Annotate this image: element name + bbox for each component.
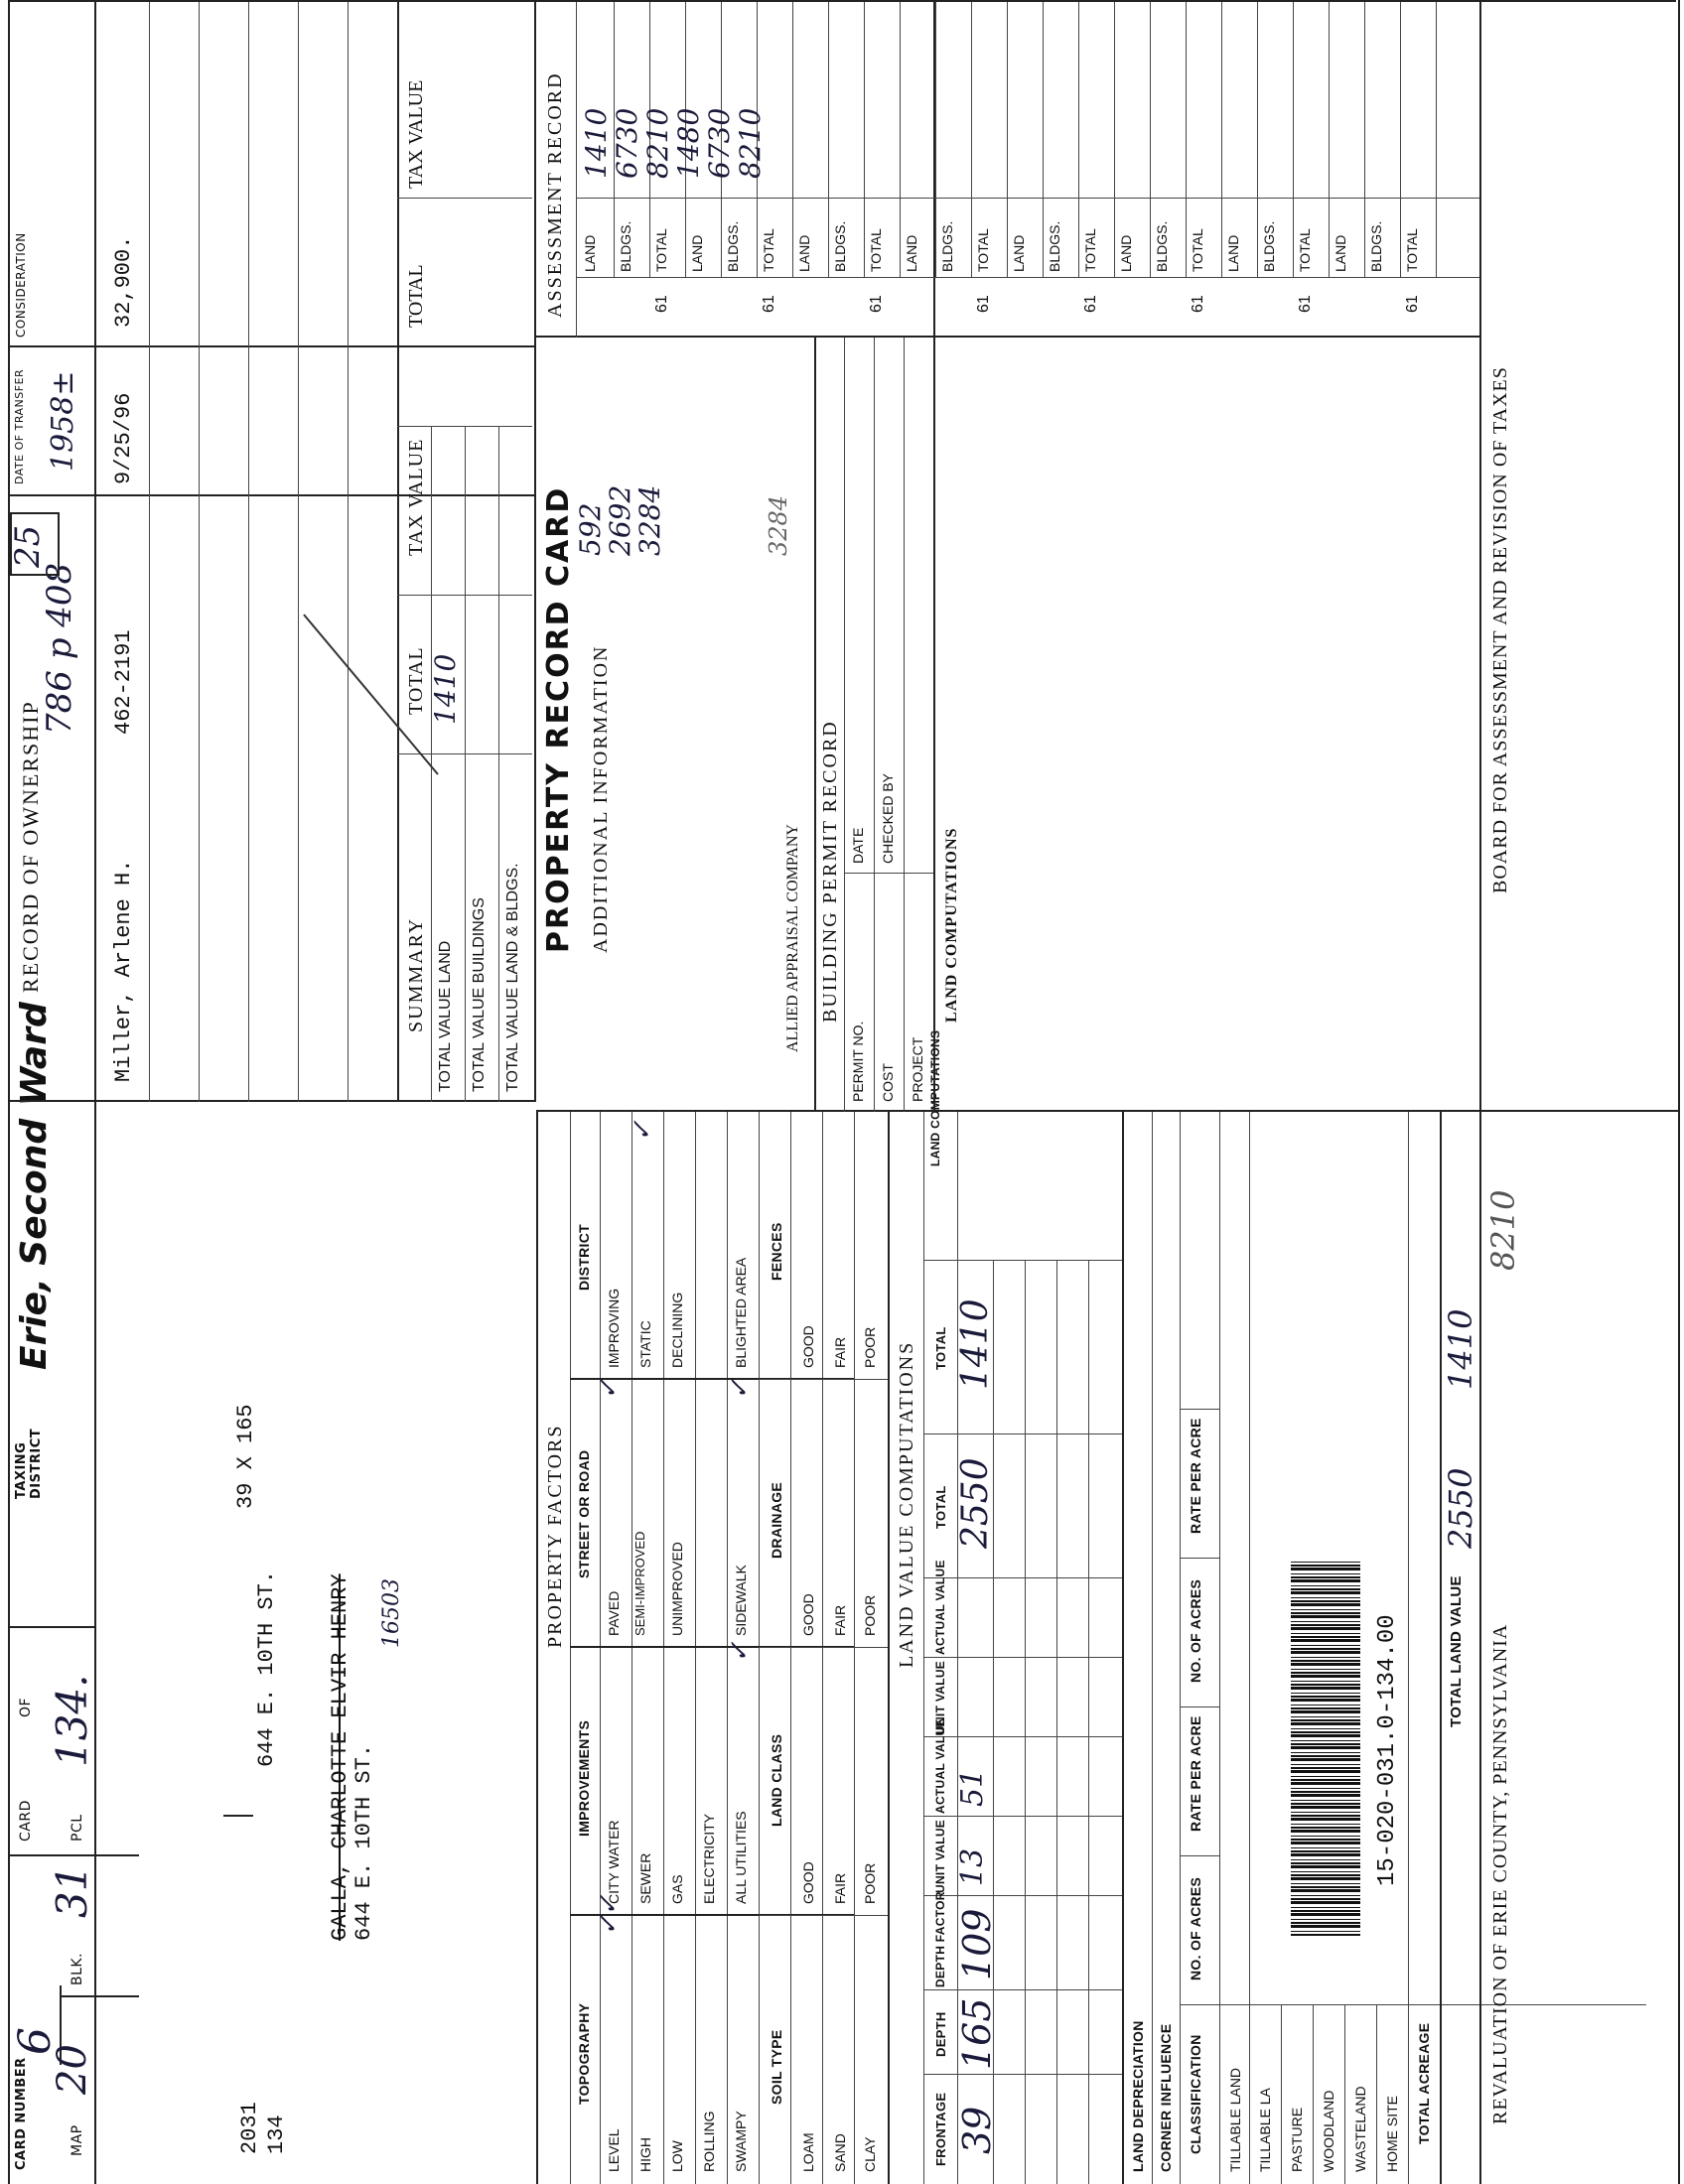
- street-semi-improved: SEMI-IMPROVED: [632, 1531, 647, 1636]
- topo-rolling: ROLLING: [701, 2111, 717, 2172]
- card-number-label: CARD NUMBER: [14, 2057, 29, 2170]
- assess-row-rule: [1043, 0, 1044, 278]
- permit-no-label: PERMIT NO.: [850, 1021, 866, 1102]
- pcl-label: PCL: [70, 1814, 85, 1842]
- ownership-deed-ref: 786 p 408: [40, 562, 79, 735]
- assess-label-total: TOTAL: [653, 228, 669, 272]
- assess-row-rule: [792, 0, 793, 278]
- permit-col: [844, 873, 933, 874]
- soil-col2: [759, 1647, 888, 1648]
- taxing-district-label: TAXING DISTRICT: [14, 1428, 44, 1499]
- assess-year: 61: [1190, 295, 1206, 313]
- classification-header: CLASSIFICATION: [1188, 2034, 1203, 2154]
- assess-right-values: [581, 108, 766, 179]
- assess-row-rule: [1114, 0, 1115, 278]
- ownership-name-2: Miller, Arlene H.: [111, 859, 136, 1082]
- district-improving: IMPROVING: [606, 1288, 622, 1368]
- assess-year: 61: [868, 295, 885, 313]
- ownership-deed-2: 462-2191: [111, 629, 136, 735]
- land-value-title: LAND VALUE COMPUTATIONS: [896, 1340, 917, 1668]
- lv-col6: [923, 1657, 1122, 1658]
- ac-col2: [1180, 1855, 1219, 1856]
- factors-top-rule: [536, 1112, 538, 2184]
- card-label: CARD: [18, 1800, 34, 1842]
- topo-low: LOW: [669, 2140, 685, 2172]
- class-tillable-2: TILLABLE LA: [1257, 2088, 1273, 2172]
- assess-row-rule: [1221, 0, 1222, 278]
- assess-label-land: LAND: [904, 234, 919, 272]
- district-header: DISTRICT: [576, 1224, 592, 1291]
- assess-label-total: TOTAL: [1190, 228, 1205, 272]
- lot-size: 39 X 165: [233, 1404, 258, 1509]
- assess-year: 61: [761, 295, 777, 313]
- ac-r7: [1344, 2005, 1345, 2184]
- code-line1: 2031: [237, 2102, 262, 2154]
- lv-r5: [1056, 1261, 1057, 2184]
- assess-label-land: LAND: [1011, 234, 1027, 272]
- card-number-value: 6: [10, 2027, 61, 2055]
- old-owner-struck: GALLA, CHARLOTTE ELVIR HENRY: [328, 1573, 352, 1941]
- rate-header-1: RATE PER ACRE: [1188, 1715, 1203, 1832]
- ac-col5: [1180, 1409, 1219, 1410]
- box-number: 25: [8, 524, 48, 568]
- map-label: MAP: [70, 2124, 85, 2156]
- lv-r4: [1025, 1261, 1026, 2184]
- assess-year-col: [582, 290, 1475, 330]
- summary-land-total: 1410: [429, 653, 462, 725]
- assess-row-rule: [1293, 0, 1294, 278]
- lv-unit-value-2: UNIT VALUE: [933, 1660, 947, 1734]
- assess-year: 61: [1082, 295, 1099, 313]
- assess-row-rule: [1436, 0, 1437, 278]
- ac-r4: [1249, 1112, 1250, 2184]
- assess-label-land: LAND: [1333, 234, 1348, 272]
- assess-land-2: 1480: [672, 107, 705, 179]
- assess-total-header: TOTAL: [405, 264, 427, 328]
- factors-title: PROPERTY FACTORS: [544, 1424, 566, 1648]
- code-line2: 134: [264, 2115, 289, 2154]
- total-land-value-2: 1410: [1442, 1308, 1479, 1390]
- property-address: 644 E. 10TH ST.: [254, 1570, 279, 1767]
- class-woodland: WOODLAND: [1321, 2090, 1336, 2172]
- soil-clay: CLAY: [862, 2136, 878, 2172]
- blk-label: BLK.: [70, 1952, 85, 1985]
- assess-year: 61: [1297, 295, 1314, 313]
- assess-row-rule: [864, 0, 865, 278]
- footer-handwritten: 8210: [1484, 1189, 1522, 1271]
- assess-col1: [576, 277, 1479, 278]
- ownership-consid-col: [8, 345, 534, 347]
- assess-label-bldgs: BLDGS.: [618, 220, 633, 272]
- header-rule: [94, 1102, 96, 2184]
- lv-actual-value-2: ACTUAL VALUE: [933, 1560, 947, 1655]
- fences-header: FENCES: [769, 1222, 784, 1281]
- summary-land-label: TOTAL VALUE LAND: [437, 940, 454, 1092]
- imp-sewer: SEWER: [637, 1852, 653, 1904]
- lv-unit-value: UNIT VALUE: [933, 1819, 947, 1893]
- class-tillable-1: TILLABLE LAND: [1227, 2067, 1243, 2172]
- factors-row3: [663, 1112, 664, 2184]
- street-sidewalk-check: ✓: [725, 1378, 755, 1400]
- factors-col4: [536, 1110, 1678, 1112]
- topo-swampy: SWAMPY: [733, 2111, 749, 2172]
- blk-value: 31: [48, 1864, 96, 1918]
- class-home-site: HOME SITE: [1384, 2095, 1400, 2172]
- lv-total-1: TOTAL: [933, 1485, 948, 1529]
- factors-row4: [695, 1112, 696, 2184]
- lv-col3: [923, 1895, 1122, 1896]
- permit-cost-label: COST: [880, 1063, 896, 1102]
- drainage-poor: POOR: [862, 1594, 878, 1636]
- assess-row-rule: [1007, 0, 1008, 278]
- district-static-check: ✓: [628, 1120, 657, 1142]
- assess-year: 61: [975, 295, 992, 313]
- factors-row8: [822, 1112, 823, 2184]
- total-land-value-1: 2550: [1442, 1467, 1479, 1549]
- sum-col3: [397, 426, 532, 427]
- permit-top-rule: [814, 338, 816, 1112]
- assess-label-land: LAND: [1118, 234, 1134, 272]
- sum-r3: [498, 427, 499, 1102]
- ownership-date-2: 9/25/96: [111, 392, 136, 484]
- assess-bldgs-1: 6730: [611, 107, 643, 179]
- lv-header-rule: [923, 1112, 924, 2184]
- ownership-left-border: [8, 1100, 534, 1102]
- lv-depth-factor-value: 109: [955, 1908, 999, 1980]
- assess-label-total: TOTAL: [1082, 228, 1098, 272]
- imp-city-water-check: ✓: [594, 1894, 624, 1916]
- total-land-value-label: TOTAL LAND VALUE: [1448, 1575, 1465, 1727]
- taxing-district-value: Erie, Second Ward: [14, 1002, 55, 1370]
- lv-unit-value-value: 13: [955, 1847, 990, 1886]
- assess-row-rule: [1329, 0, 1330, 278]
- ownership-title: RECORD OF OWNERSHIP: [18, 700, 43, 993]
- lv-col8: [923, 1433, 1122, 1434]
- ownership-date-1: 1958±: [46, 370, 80, 472]
- permit-date-label: DATE: [850, 827, 866, 864]
- assess-row-rule: [1078, 0, 1079, 278]
- lv-col9: [923, 1260, 1122, 1261]
- sum-col4: [397, 198, 532, 199]
- ac-r1: [1152, 1112, 1153, 2184]
- map-divider: [60, 1995, 139, 1997]
- class-total-acreage: TOTAL ACREAGE: [1416, 2022, 1432, 2144]
- drainage-fair: FAIR: [832, 1604, 848, 1636]
- land-class-header: LAND CLASS: [769, 1733, 784, 1827]
- summary-total-label: TOTAL VALUE LAND & BLDGS.: [504, 863, 521, 1092]
- assess-total-2: 8210: [734, 107, 767, 179]
- lv-actual-value: ACTUAL VALUE: [933, 1718, 947, 1814]
- lv-total1-value: 2550: [955, 1457, 996, 1549]
- class-wasteland: WASTELAND: [1352, 2086, 1368, 2172]
- summary-bldgs-label: TOTAL VALUE BUILDINGS: [471, 897, 488, 1092]
- topo-level-check: ✓: [594, 1914, 624, 1936]
- footer-right: BOARD FOR ASSESSMENT AND REVISION OF TAXES: [1489, 366, 1511, 893]
- assess-row-rule: [1150, 0, 1151, 278]
- street-unimproved: UNIMPROVED: [669, 1542, 685, 1636]
- soil-col1: [759, 1915, 888, 1916]
- permit-checked-label: CHECKED BY: [880, 772, 896, 864]
- landclass-fair: FAIR: [832, 1872, 848, 1904]
- lv-depth: DEPTH: [933, 2011, 948, 2057]
- blk-divider: [10, 1854, 139, 1856]
- assess-row-rule: [971, 0, 972, 278]
- land-depreciation: LAND DEPRECIATION: [1130, 2020, 1146, 2172]
- card-title: PROPERTY RECORD CARD: [541, 485, 576, 953]
- assess-row-rule: [1400, 0, 1401, 278]
- assess-row-rule: [1364, 0, 1365, 278]
- summary-total-header: TOTAL: [405, 646, 427, 715]
- lv-frontage-value: 39: [955, 2106, 999, 2154]
- assess-label-total: TOTAL: [761, 228, 776, 272]
- sum-r2: [465, 427, 466, 1102]
- lv-total2-value: 1410: [955, 1298, 996, 1390]
- bottom-border: [1678, 0, 1680, 2184]
- factors-row9: [854, 1112, 855, 2184]
- assess-year: 61: [653, 295, 670, 313]
- sum-col1: [397, 753, 532, 754]
- ac-r5: [1281, 2005, 1282, 2184]
- assess-label-bldgs: BLDGS.: [832, 220, 848, 272]
- assess-label-total: TOTAL: [975, 228, 991, 272]
- permit-r3: [904, 338, 905, 1112]
- assess-row-rule: [935, 0, 936, 278]
- tax-value-2: 2692: [604, 484, 636, 556]
- district-static: STATIC: [637, 1320, 653, 1368]
- assess-label-bldgs: BLDGS.: [1261, 220, 1277, 272]
- consideration-header: CONSIDERATION: [14, 232, 28, 338]
- acres-header-2: NO. OF ACRES: [1188, 1578, 1203, 1683]
- assess-header-rule: [576, 0, 577, 338]
- own-r4: [248, 0, 249, 1102]
- ac-r6: [1313, 2005, 1314, 2184]
- ac-r2: [1180, 1112, 1181, 2184]
- assess-label-bldgs: BLDGS.: [1154, 220, 1170, 272]
- factors-header-rule: [570, 1112, 571, 2184]
- summary-bottom: [534, 0, 536, 1102]
- tax-value-1: 592: [574, 502, 607, 556]
- assess-bldgs-2: 6730: [703, 107, 736, 179]
- assess-label-bldgs: BLDGS.: [1047, 220, 1062, 272]
- soil-loam: LOAM: [800, 2132, 816, 2172]
- assess-row-rule: [900, 0, 901, 278]
- ac-r3: [1219, 1112, 1220, 2184]
- assess-label-total: TOTAL: [1297, 228, 1313, 272]
- right-column-border: [536, 336, 1479, 338]
- class-pasture: PASTURE: [1289, 2107, 1305, 2172]
- permit-title: BUILDING PERMIT RECORD: [819, 720, 841, 1023]
- street-paved-check: ✓: [594, 1378, 624, 1400]
- assess-label-total: TOTAL: [868, 228, 884, 272]
- barcode: [1291, 1559, 1360, 1936]
- corner-influence: CORNER INFLUENCE: [1158, 2023, 1174, 2172]
- tax-value-4: 3284: [765, 494, 792, 556]
- street-header: STREET OR ROAD: [576, 1449, 592, 1578]
- district-declining: DECLINING: [669, 1292, 685, 1368]
- lv-actual-value-value: 51: [955, 1768, 990, 1807]
- lv-col1: [923, 2074, 1122, 2075]
- right-border: [8, 0, 1676, 2]
- lv-bottom-rule: [1122, 1112, 1124, 2184]
- permit-r1: [844, 338, 845, 1112]
- assess-label-land: LAND: [1225, 234, 1241, 272]
- assess-tax-header: TAX VALUE: [405, 79, 427, 189]
- company-label: ALLIED APPRAISAL COMPANY: [784, 824, 801, 1052]
- own-r6: [348, 0, 349, 1102]
- drainage-good: GOOD: [800, 1593, 816, 1636]
- imp-all-utilities: ALL UTILITIES: [733, 1811, 749, 1904]
- rate-header-2: RATE PER ACRE: [1188, 1418, 1203, 1534]
- acres-header-1: NO. OF ACRES: [1188, 1876, 1203, 1980]
- summary-title: SUMMARY: [405, 916, 427, 1032]
- map-value: 20: [50, 2044, 95, 2095]
- fences-poor: POOR: [862, 1326, 878, 1368]
- imp-all-utilities-check: ✓: [725, 1641, 755, 1663]
- lv-col5: [923, 1736, 1122, 1737]
- footer-rule: [1479, 0, 1481, 2184]
- assess-row-rule: [1257, 0, 1258, 278]
- assess-tax-values: [576, 485, 665, 556]
- imp-gas: GAS: [669, 1874, 685, 1904]
- lv-col4: [923, 1816, 1122, 1817]
- own-bottom: [397, 0, 399, 1102]
- landclass-good: GOOD: [800, 1861, 816, 1904]
- imp-electricity: ELECTRICITY: [701, 1813, 717, 1904]
- permit-project-label: PROJECT: [910, 1036, 925, 1102]
- assess-land-1: 1410: [580, 107, 613, 179]
- assess-label-land: LAND: [796, 234, 812, 272]
- sum-col2: [397, 595, 532, 596]
- zip: 16503: [379, 1578, 404, 1648]
- factors-row7: [790, 1112, 791, 2184]
- ac-col4: [1180, 1558, 1219, 1559]
- landclass-poor: POOR: [862, 1862, 878, 1904]
- assess-label-land: LAND: [689, 234, 705, 272]
- improvements-header: IMPROVEMENTS: [576, 1719, 592, 1837]
- assess-label-bldgs: BLDGS.: [725, 220, 741, 272]
- own-r2: [149, 0, 150, 1102]
- lv-depth-factor: DEPTH FACTOR: [933, 1891, 947, 1987]
- street-sidewalk: SIDEWALK: [733, 1565, 749, 1636]
- soil-col3: [759, 1379, 888, 1380]
- pcl-divider: [10, 1626, 94, 1628]
- date-of-transfer-header: DATE OF TRANSFER: [13, 368, 26, 484]
- street-paved: PAVED: [606, 1590, 622, 1636]
- land-computations-title-right: LAND COMPUTATIONS: [943, 827, 960, 1023]
- ownership-date-col: [8, 494, 534, 496]
- lv-r3: [993, 1261, 994, 2184]
- district-blighted: BLIGHTED AREA: [733, 1257, 749, 1368]
- permit-r2: [874, 338, 875, 1112]
- assess-row-rule: [1186, 0, 1187, 278]
- lv-col7: [923, 1577, 1122, 1578]
- factors-row6: [759, 1112, 760, 2184]
- lv-frontage: FRONTAGE: [933, 2092, 948, 2166]
- own-r5: [298, 0, 299, 1102]
- factors-row1: [600, 1112, 601, 2184]
- ownership-header-rule: [94, 0, 96, 1102]
- pcl-value: 134.: [48, 1674, 96, 1767]
- ac-r9: [1408, 1112, 1409, 2184]
- lv-col2: [923, 1989, 1122, 1990]
- additional-info-title: ADDITIONAL INFORMATION: [590, 644, 612, 953]
- assess-label-land: LAND: [582, 234, 598, 272]
- summary-tax-header: TAX VALUE: [405, 438, 427, 556]
- assess-total-1: 8210: [641, 107, 674, 179]
- lv-total-2: TOTAL: [933, 1326, 948, 1370]
- fences-good: GOOD: [800, 1325, 816, 1368]
- assess-label-total: TOTAL: [1404, 228, 1420, 272]
- ownership-consideration-2: 32,900.: [111, 235, 136, 328]
- soil-bottom-rule: [888, 1112, 890, 2184]
- assess-year: 61: [1404, 295, 1421, 313]
- assess-col2: [576, 198, 1479, 199]
- imp-city-water: CITY WATER: [606, 1820, 622, 1904]
- topography-header: TOPOGRAPHY: [576, 2002, 592, 2105]
- tick-mark: [223, 1815, 253, 1817]
- lv-r6: [1088, 1261, 1089, 2184]
- assess-label-bldgs: BLDGS.: [1368, 220, 1384, 272]
- ac-r8: [1376, 2005, 1377, 2184]
- drainage-header: DRAINAGE: [769, 1481, 784, 1559]
- assess-row-rule: [828, 0, 829, 278]
- topo-level: LEVEL: [606, 2128, 622, 2172]
- own-r3: [199, 0, 200, 1102]
- soil-header: SOIL TYPE: [769, 2029, 784, 2105]
- parcel-id: 15-020-031.0-134.00: [1374, 1614, 1401, 1886]
- top-border: [8, 0, 10, 2184]
- assessment-title: ASSESSMENT RECORD: [544, 71, 566, 318]
- ac-bottom: [1440, 1112, 1442, 2184]
- of-label: OF: [18, 1697, 34, 1717]
- lv-depth-value: 165: [955, 1997, 999, 2070]
- property-code: [236, 2102, 290, 2154]
- tax-value-3: 3284: [633, 484, 666, 556]
- topo-high: HIGH: [637, 2137, 653, 2172]
- ac-col3: [1180, 1706, 1219, 1707]
- fences-fair: FAIR: [832, 1336, 848, 1368]
- soil-sand: SAND: [832, 2133, 848, 2172]
- assess-label-bldgs: BLDGS.: [939, 220, 955, 272]
- land-computations-title: LAND COMPUTATIONS: [928, 1029, 942, 1166]
- owner-address: 644 E. 10TH ST.: [351, 1743, 376, 1941]
- footer-left: REVALUATION OF ERIE COUNTY, PENNSYLVANIA: [1489, 1623, 1511, 2124]
